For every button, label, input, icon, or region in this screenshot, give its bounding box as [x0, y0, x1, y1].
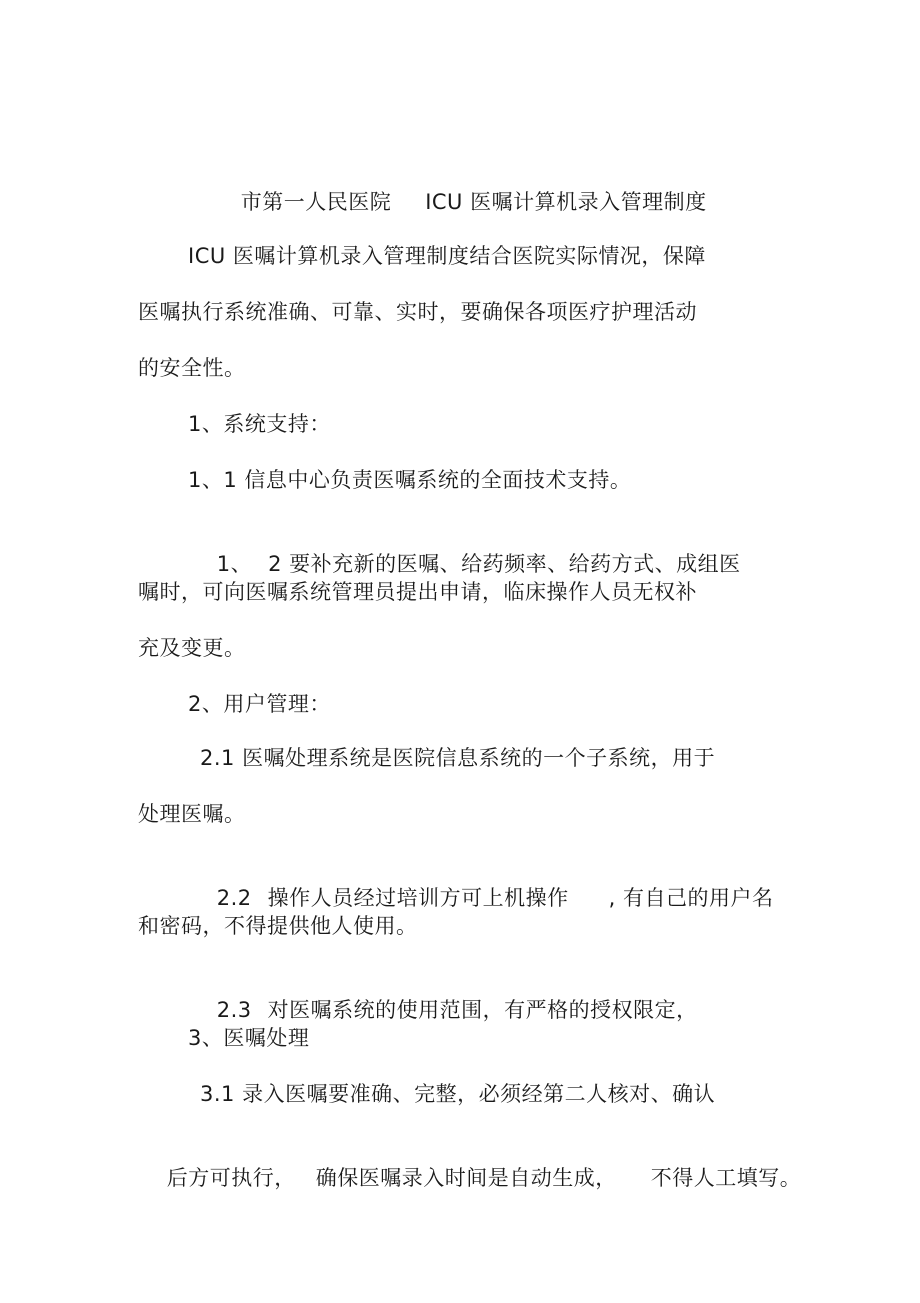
section-1-2-number: 1、 — [216, 552, 253, 576]
section-2-2-number: 2.2 — [216, 886, 252, 910]
section-3-1-text-2: 确保医嘱录入时间是自动生成， — [315, 1166, 617, 1190]
section-1-2-text: 2 要补充新的医嘱、给药频率、给药方式、成组医 — [268, 552, 741, 576]
section-3-1-text-3: 不得人工填写。 — [650, 1166, 802, 1190]
section-2-heading: 2、用户管理： — [188, 692, 331, 716]
section-3-1-line-2 — [138, 1136, 801, 1220]
section-2-3-text: 对医嘱系统的使用范围，有严格的授权限定， — [267, 998, 698, 1022]
paragraph-intro-line-2: 医嘱执行系统准确、可靠、实时，要确保各项医疗护理活动 — [138, 300, 697, 324]
title-hospital-name: 市第一人民医院 — [240, 190, 392, 214]
document-title — [212, 160, 707, 244]
section-3-1-text-1: 后方可执行， — [166, 1166, 296, 1190]
section-2-3-number: 2.3 — [216, 998, 252, 1022]
section-1-1-text: 1、1 信息中心负责医嘱系统的全面技术支持。 — [188, 468, 632, 492]
section-1-2-line-2: 嘱时，可向医嘱系统管理员提出申请，临床操作人员无权补 — [138, 580, 697, 604]
section-2-2-line-2: 和密码，不得提供他人使用。 — [138, 914, 418, 938]
section-1-2-line-3: 充及变更。 — [138, 636, 246, 660]
title-regulation-name: ICU 医嘱计算机录入管理制度 — [425, 190, 707, 214]
section-2-1-line-1: 2.1 医嘱处理系统是医院信息系统的一个子系统，用于 — [200, 746, 716, 770]
section-1-heading: 1、系统支持： — [188, 412, 331, 436]
section-3-heading: 3、医嘱处理 — [188, 1026, 310, 1050]
section-2-2-text-1: 操作人员经过培训方可上机操作 — [267, 886, 569, 910]
paragraph-intro-line-1: ICU 医嘱计算机录入管理制度结合医院实际情况，保障 — [188, 244, 706, 268]
section-2-2-text-2: , 有自己的用户名 — [608, 886, 774, 910]
section-3-1-line-1: 3.1 录入医嘱要准确、完整，必须经第二人核对、确认 — [200, 1082, 716, 1106]
section-2-1-line-2: 处理医嘱。 — [138, 802, 246, 826]
paragraph-intro-line-3: 的安全性。 — [138, 356, 246, 380]
